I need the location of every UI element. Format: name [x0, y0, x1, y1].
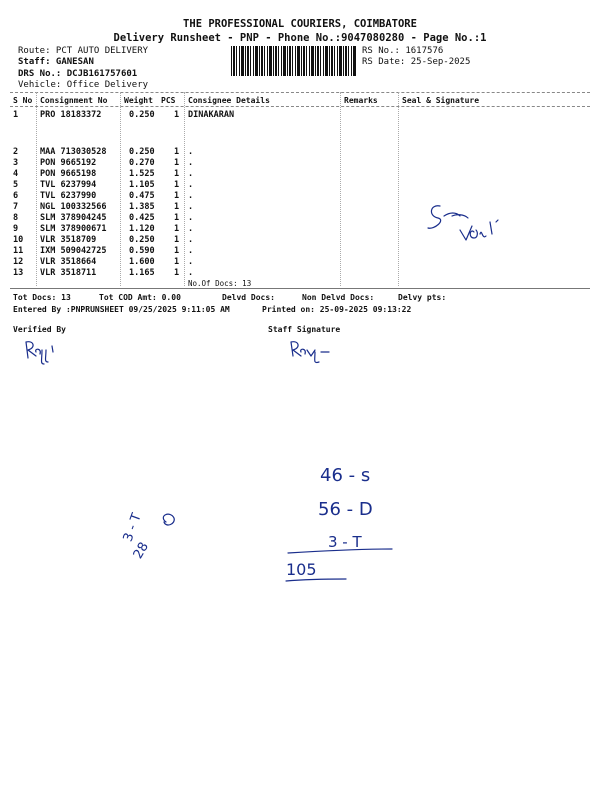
row-consignment: PRO 18183372 [40, 110, 102, 120]
row-details: . [188, 224, 194, 234]
header-divider-top [10, 92, 590, 93]
row-sno: 2 [13, 147, 19, 157]
row-weight: 0.425 [129, 213, 155, 223]
staff-signature-icon [285, 338, 345, 368]
row-sno: 11 [13, 246, 24, 256]
row-pcs: 1 [174, 268, 180, 278]
row-sno: 12 [13, 257, 24, 267]
count-line-1: 46 - s [320, 465, 371, 486]
count-line-2: 56 - D [318, 499, 373, 520]
row-pcs: 1 [174, 213, 180, 223]
barcode-icon [231, 46, 357, 76]
row-weight: 1.385 [129, 202, 155, 212]
row-consignment: SLM 378904245 [40, 213, 107, 223]
row-sno: 8 [13, 213, 19, 223]
row-consignment: PON 9665198 [40, 169, 97, 179]
row-consignment: NGL 100332566 [40, 202, 107, 212]
printed-on: Printed on: 25-09-2025 09:13:22 [262, 305, 412, 314]
row-pcs: 1 [174, 147, 180, 157]
row-sno: 3 [13, 158, 19, 168]
verifier-signature-icon [22, 338, 72, 368]
row-weight: 1.120 [129, 224, 155, 234]
handwritten-side-note [118, 492, 188, 572]
drs-number: DRS No.: DCJB161757601 [18, 69, 138, 79]
row-details: . [188, 169, 194, 179]
row-pcs: 1 [174, 180, 180, 190]
row-weight: 0.250 [129, 147, 155, 157]
table-row [0, 169, 600, 180]
delvd-docs: Delvd Docs: [222, 293, 275, 302]
row-weight: 0.475 [129, 191, 155, 201]
row-weight: 1.525 [129, 169, 155, 179]
non-delvd-docs: Non Delvd Docs: [302, 293, 375, 302]
col-consignment-no: Consignment No [40, 96, 108, 105]
row-pcs: 1 [174, 110, 180, 120]
staff-signature-label: Staff Signature [268, 325, 341, 334]
no-of-docs: No.Of Docs: 13 [188, 279, 252, 288]
receiver-signature-icon [420, 198, 530, 248]
row-sno: 4 [13, 169, 19, 179]
side-note-1: 3 - T [120, 511, 145, 544]
row-sno: 9 [13, 224, 19, 234]
row-consignment: IXM 509042725 [40, 246, 107, 256]
row-sno: 5 [13, 180, 19, 190]
runsheet-subtitle: Delivery Runsheet - PNP - Phone No.:9047080280 - Page No.:1 [113, 32, 487, 44]
table-row [0, 110, 600, 121]
row-consignment: TVL 6237994 [40, 180, 97, 190]
col-weight: Weight [124, 96, 153, 105]
company-name: THE PROFESSIONAL COURIERS, COIMBATORE [183, 18, 417, 30]
row-sno: 10 [13, 235, 24, 245]
row-details: . [188, 257, 194, 267]
row-consignment: TVL 6237990 [40, 191, 97, 201]
row-consignment: VLR 3518711 [40, 268, 97, 278]
row-pcs: 1 [174, 202, 180, 212]
table-row [0, 147, 600, 158]
table-row [0, 180, 600, 191]
row-pcs: 1 [174, 257, 180, 267]
staff-label: Staff: GANESAN [18, 57, 94, 67]
row-details: . [188, 268, 194, 278]
row-details: . [188, 147, 194, 157]
row-consignment: MAA 713030528 [40, 147, 107, 157]
count-total: 105 [286, 560, 317, 579]
side-note-2: 28 [130, 539, 152, 562]
col-seal-signature: Seal & Signature [402, 96, 480, 105]
row-sno: 6 [13, 191, 19, 201]
col-consignee-details: Consignee Details [188, 96, 270, 105]
row-details: DINAKARAN [188, 110, 235, 120]
count-line-3: 3 - T [328, 533, 362, 551]
row-details: . [188, 180, 194, 190]
row-weight: 1.105 [129, 180, 155, 190]
row-details: . [188, 191, 194, 201]
row-weight: 0.590 [129, 246, 155, 256]
handwritten-count-note [286, 455, 420, 605]
row-consignment: VLR 3518709 [40, 235, 97, 245]
rs-number: RS No.: 1617576 [362, 46, 444, 56]
col-remarks: Remarks [344, 96, 378, 105]
row-weight: 1.165 [129, 268, 155, 278]
col-sno: S No [13, 96, 33, 105]
verified-by-label: Verified By [13, 325, 66, 334]
header-divider-bottom [10, 106, 590, 107]
row-pcs: 1 [174, 169, 180, 179]
row-consignment: VLR 3518664 [40, 257, 97, 267]
row-pcs: 1 [174, 158, 180, 168]
route-label: Route: PCT AUTO DELIVERY [18, 46, 149, 56]
tot-docs: Tot Docs: 13 [13, 293, 71, 302]
entered-by: Entered By :PNPRUNSHEET 09/25/2025 9:11:05 AM [13, 305, 230, 314]
rs-date: RS Date: 25-Sep-2025 [362, 57, 471, 67]
table-row [0, 257, 600, 268]
table-row [0, 158, 600, 169]
row-sno: 13 [13, 268, 24, 278]
row-pcs: 1 [174, 224, 180, 234]
row-weight: 0.250 [129, 235, 155, 245]
row-details: . [188, 213, 194, 223]
tot-cod-amt: Tot COD Amt: 0.00 [99, 293, 181, 302]
row-pcs: 1 [174, 246, 180, 256]
row-details: . [188, 202, 194, 212]
delvy-pts: Delvy pts: [398, 293, 447, 302]
row-weight: 1.600 [129, 257, 155, 267]
row-pcs: 1 [174, 235, 180, 245]
col-pcs: PCS [161, 96, 176, 105]
row-sno: 1 [13, 110, 19, 120]
row-details: . [188, 158, 194, 168]
row-consignment: SLM 378900671 [40, 224, 107, 234]
row-weight: 0.250 [129, 110, 155, 120]
row-pcs: 1 [174, 191, 180, 201]
row-weight: 0.270 [129, 158, 155, 168]
row-details: . [188, 246, 194, 256]
vehicle-label: Vehicle: Office Delivery [18, 80, 149, 90]
row-details: . [188, 235, 194, 245]
table-row [0, 268, 600, 279]
row-consignment: PON 9665192 [40, 158, 97, 168]
totals-divider [10, 288, 590, 289]
row-sno: 7 [13, 202, 19, 212]
